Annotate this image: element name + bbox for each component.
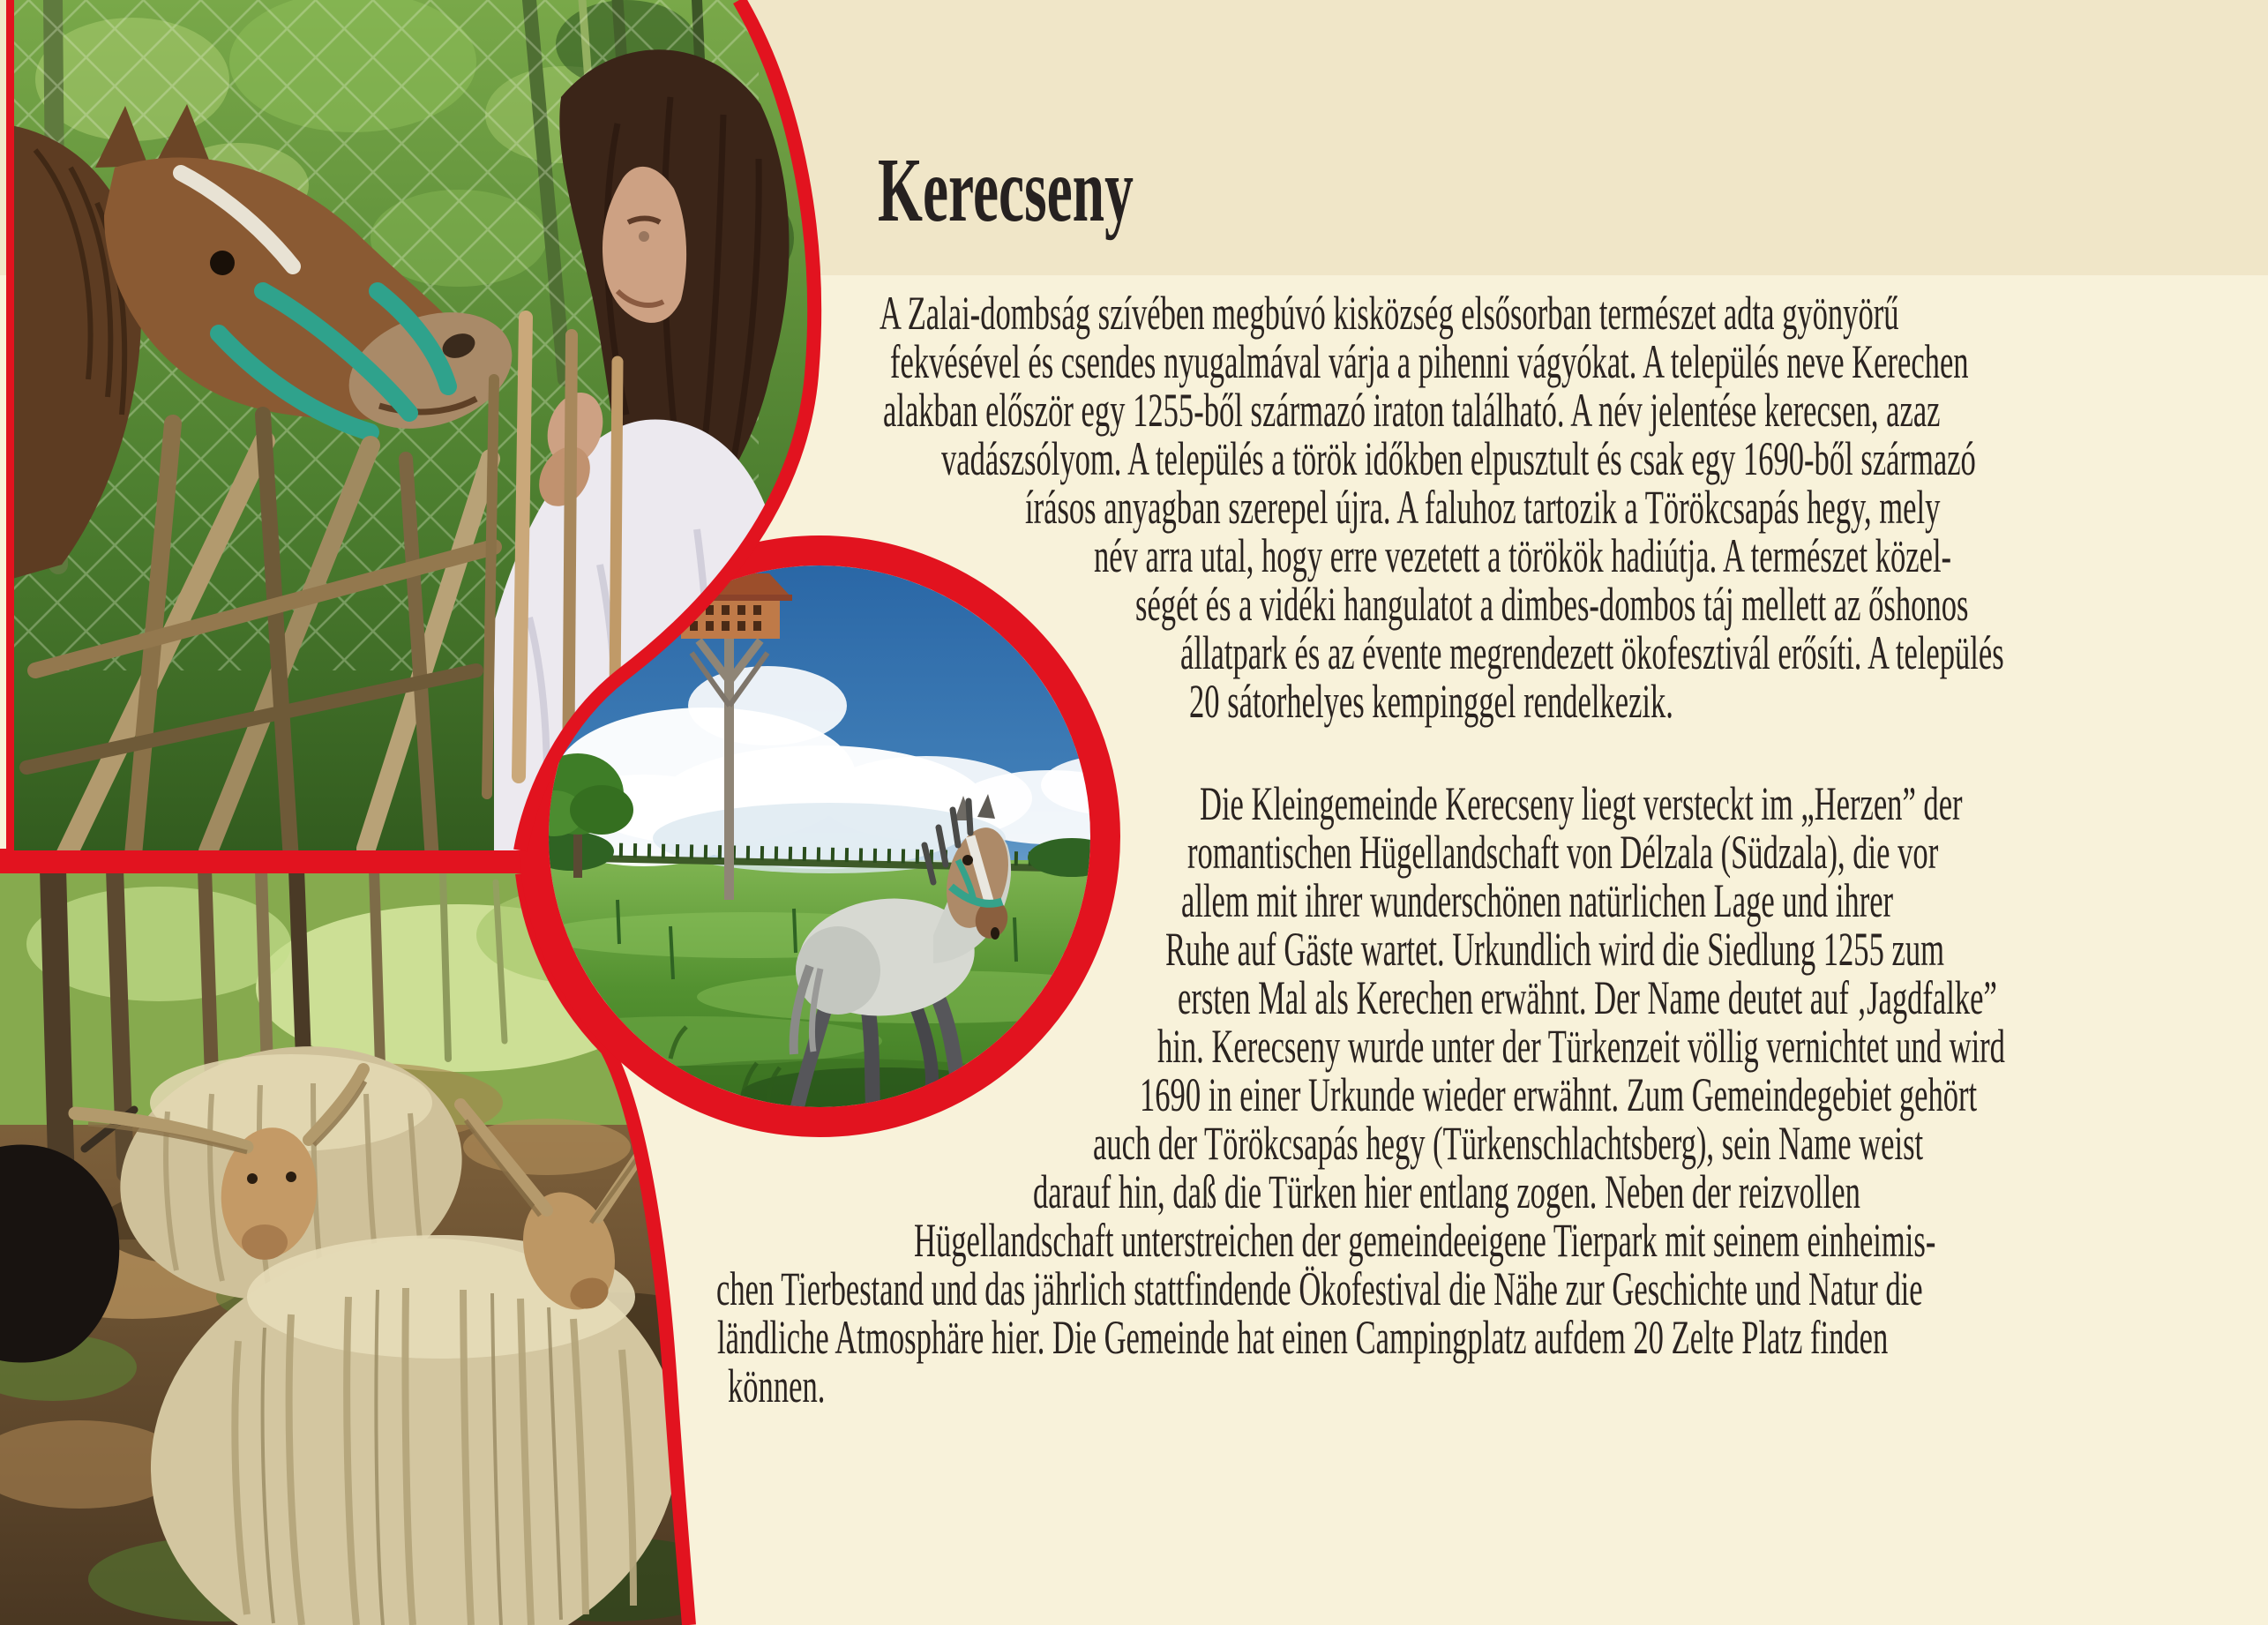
hu-line: A Zalai-dombság szívében megbúvó kisközség elsősorban természet adta gyönyörű xyxy=(880,287,1899,340)
de-line: 1690 in einer Urkunde wieder erwähnt. Zum Gemeindegebiet gehört xyxy=(1140,1068,1978,1121)
de-line: romantischen Hügellandschaft von Délzala (Südzala), die vor xyxy=(1187,826,1939,879)
hu-line: állatpark és az évente megrendezett ökofesztivál erősíti. A település xyxy=(1180,626,2004,679)
de-line: auch der Törökcsapás hegy (Türkenschlachtsberg), sein Name weist xyxy=(1093,1117,1924,1170)
de-line: ersten Mal als Kerechen erwähnt. Der Name deutet auf ‚Jagdfalke” xyxy=(1178,971,1997,1024)
de-line: chen Tierbestand und das jährlich stattfindende Ökofestival die Nähe zur Geschichte und Natur die xyxy=(716,1262,1923,1315)
de-line: hin. Kerecseny wurde unter der Türkenzeit völlig vernichtet und wird xyxy=(1157,1020,2005,1073)
hu-line: írásos anyagban szerepel újra. A faluhoz tartozik a Törökcsapás hegy, mely xyxy=(1025,481,1941,534)
red-separator-bar xyxy=(0,849,526,873)
hu-line: 20 sátorhelyes kempinggel rendelkezik. xyxy=(1189,675,1673,728)
hu-line: ségét és a vidéki hangulatot a dimbes-dombos táj mellett az őshonos xyxy=(1135,578,1969,631)
hu-line: fekvésével és csendes nyugalmával várja a pihenni vágyókat. A település neve Kerechen xyxy=(890,335,1969,388)
de-line: Ruhe auf Gäste wartet. Urkundlich wird die Siedlung 1255 zum xyxy=(1165,923,1945,976)
hu-line: vadászsólyom. A település a török időkben elpusztult és csak egy 1690-ből származó xyxy=(941,432,1976,485)
de-line: ländliche Atmosphäre hier. Die Gemeinde hat einen Campingplatz aufdem 20 Zelte Platz finden xyxy=(717,1311,1889,1364)
red-border xyxy=(6,0,14,872)
page-title: Kerecseny xyxy=(878,139,1134,241)
de-line: können. xyxy=(728,1359,826,1412)
de-line: Die Kleingemeinde Kerecseny liegt versteckt im „Herzen” der xyxy=(1200,777,1963,830)
hu-line: alakban először egy 1255-ből származó iraton található. A név jelentése kerecsen, azaz xyxy=(883,384,1941,437)
hu-line: név arra utal, hogy erre vezetett a törökök hadiútja. A természet közel- xyxy=(1094,529,1952,582)
de-line: allem mit ihrer wunderschönen natürlichen Lage und ihrer xyxy=(1181,874,1894,927)
de-line: darauf hin, daß die Türken hier entlang zogen. Neben der reizvollen xyxy=(1033,1165,1860,1218)
de-line: Hügellandschaft unterstreichen der gemeindeeigene Tierpark mit seinem einheimis- xyxy=(914,1214,1936,1267)
